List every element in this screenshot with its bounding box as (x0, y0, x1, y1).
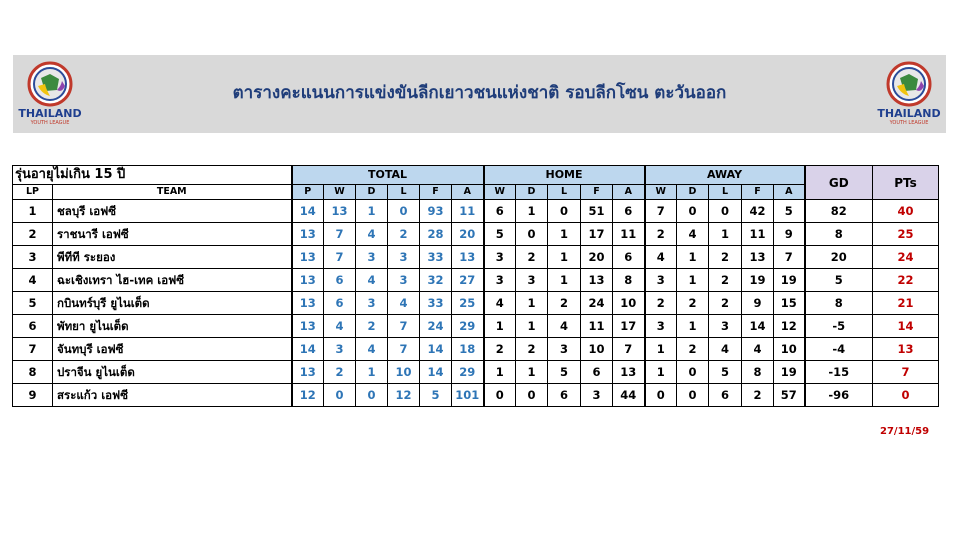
away-w-cell: 2 (645, 292, 677, 315)
football-logo-icon (17, 60, 83, 108)
total-w-cell: 6 (324, 269, 356, 292)
total-f-cell: 5 (420, 384, 452, 407)
rank-cell: 1 (13, 200, 53, 223)
table-row (13, 384, 939, 407)
away-f-cell: 9 (742, 292, 774, 315)
table-row (13, 361, 939, 384)
goal-difference-cell: 8 (805, 292, 873, 315)
away-group-header: AWAY (645, 166, 805, 185)
away-l-cell: 4 (709, 338, 742, 361)
away-l-cell: 6 (709, 384, 742, 407)
away-d-cell: 4 (677, 223, 709, 246)
home-a-cell: 13 (613, 361, 645, 384)
home-w-header: W (484, 185, 516, 200)
away-f-cell: 4 (742, 338, 774, 361)
goal-difference-cell: 20 (805, 246, 873, 269)
total-w-cell: 7 (324, 223, 356, 246)
away-d-cell: 1 (677, 269, 709, 292)
total-w-cell: 7 (324, 246, 356, 269)
total-a-cell: 25 (452, 292, 484, 315)
away-a-header: A (774, 185, 805, 200)
gd-header: GD (805, 166, 873, 200)
header-banner (13, 55, 946, 133)
goal-difference-cell: 82 (805, 200, 873, 223)
total-d-cell: 2 (356, 315, 388, 338)
home-l-cell: 5 (548, 361, 581, 384)
home-a-header: A (613, 185, 645, 200)
total-f-cell: 93 (420, 200, 452, 223)
points-cell: 21 (873, 292, 939, 315)
total-d-cell: 4 (356, 223, 388, 246)
home-f-cell: 6 (581, 361, 613, 384)
home-d-cell: 1 (516, 200, 548, 223)
away-l-cell: 5 (709, 361, 742, 384)
goal-difference-cell: 5 (805, 269, 873, 292)
away-l-cell: 2 (709, 269, 742, 292)
total-l-cell: 7 (388, 338, 420, 361)
home-f-cell: 10 (581, 338, 613, 361)
away-a-cell: 15 (774, 292, 805, 315)
total-d-cell: 4 (356, 338, 388, 361)
total-l-cell: 12 (388, 384, 420, 407)
away-d-cell: 0 (677, 361, 709, 384)
total-f-cell: 33 (420, 292, 452, 315)
total-p-cell: 13 (292, 361, 324, 384)
home-a-cell: 7 (613, 338, 645, 361)
home-w-cell: 2 (484, 338, 516, 361)
total-f-cell: 33 (420, 246, 452, 269)
rank-cell: 4 (13, 269, 53, 292)
standings-table (12, 165, 939, 407)
total-d-cell: 3 (356, 292, 388, 315)
rank-cell: 7 (13, 338, 53, 361)
team-name-cell: ฉะเชิงเทรา ไฮ-เทค เอฟซี (53, 269, 292, 292)
points-cell: 0 (873, 384, 939, 407)
total-f-cell: 28 (420, 223, 452, 246)
team-name-cell: ชลบุรี เอฟซี (53, 200, 292, 223)
home-l-cell: 2 (548, 292, 581, 315)
home-f-cell: 17 (581, 223, 613, 246)
total-a-cell: 13 (452, 246, 484, 269)
away-a-cell: 7 (774, 246, 805, 269)
column-header-row (13, 185, 939, 200)
total-w-cell: 6 (324, 292, 356, 315)
goal-difference-cell: -4 (805, 338, 873, 361)
home-d-header: D (516, 185, 548, 200)
away-a-cell: 10 (774, 338, 805, 361)
home-w-cell: 4 (484, 292, 516, 315)
total-a-cell: 11 (452, 200, 484, 223)
home-a-cell: 10 (613, 292, 645, 315)
home-w-cell: 5 (484, 223, 516, 246)
total-f-cell: 14 (420, 338, 452, 361)
total-d-cell: 0 (356, 384, 388, 407)
home-d-cell: 3 (516, 269, 548, 292)
away-a-cell: 19 (774, 361, 805, 384)
total-p-cell: 13 (292, 269, 324, 292)
page-title: ตารางคะแนนการแข่งขันลีกเยาวชนแห่งชาติ รอบลีกโซน ตะวันออก (232, 83, 727, 103)
logo-wordmark: THAILAND (877, 107, 941, 120)
table-row (13, 200, 939, 223)
points-cell: 13 (873, 338, 939, 361)
home-f-cell: 24 (581, 292, 613, 315)
team-name-cell: พัทยา ยูไนเต็ด (53, 315, 292, 338)
away-d-header: D (677, 185, 709, 200)
away-f-cell: 19 (742, 269, 774, 292)
total-a-cell: 29 (452, 315, 484, 338)
points-cell: 40 (873, 200, 939, 223)
lp-header: LP (13, 185, 53, 200)
away-l-cell: 1 (709, 223, 742, 246)
home-d-cell: 2 (516, 338, 548, 361)
home-a-cell: 6 (613, 246, 645, 269)
total-w-header: W (324, 185, 356, 200)
table-row (13, 338, 939, 361)
away-f-cell: 13 (742, 246, 774, 269)
rank-cell: 8 (13, 361, 53, 384)
logo-subtext: YOUTH LEAGUE (889, 120, 929, 126)
away-a-cell: 19 (774, 269, 805, 292)
away-w-cell: 0 (645, 384, 677, 407)
home-l-cell: 0 (548, 200, 581, 223)
home-f-cell: 20 (581, 246, 613, 269)
away-l-cell: 2 (709, 292, 742, 315)
away-w-header: W (645, 185, 677, 200)
total-d-cell: 4 (356, 269, 388, 292)
points-cell: 24 (873, 246, 939, 269)
away-w-cell: 4 (645, 246, 677, 269)
away-f-cell: 14 (742, 315, 774, 338)
away-w-cell: 1 (645, 361, 677, 384)
pts-header: PTs (873, 166, 939, 200)
total-f-cell: 24 (420, 315, 452, 338)
total-p-cell: 14 (292, 200, 324, 223)
home-w-cell: 1 (484, 361, 516, 384)
away-a-cell: 12 (774, 315, 805, 338)
total-p-header: P (292, 185, 324, 200)
total-w-cell: 0 (324, 384, 356, 407)
home-f-cell: 51 (581, 200, 613, 223)
table-row (13, 246, 939, 269)
total-p-cell: 12 (292, 384, 324, 407)
total-a-cell: 29 (452, 361, 484, 384)
home-d-cell: 0 (516, 223, 548, 246)
total-l-cell: 3 (388, 269, 420, 292)
total-p-cell: 13 (292, 246, 324, 269)
home-f-header: F (581, 185, 613, 200)
home-a-cell: 11 (613, 223, 645, 246)
home-f-cell: 11 (581, 315, 613, 338)
away-d-cell: 1 (677, 246, 709, 269)
away-d-cell: 1 (677, 315, 709, 338)
away-w-cell: 3 (645, 315, 677, 338)
home-w-cell: 0 (484, 384, 516, 407)
total-a-cell: 18 (452, 338, 484, 361)
total-group-header: TOTAL (292, 166, 484, 185)
goal-difference-cell: -15 (805, 361, 873, 384)
home-d-cell: 0 (516, 384, 548, 407)
away-w-cell: 1 (645, 338, 677, 361)
home-w-cell: 1 (484, 315, 516, 338)
team-header: TEAM (53, 185, 292, 200)
away-d-cell: 0 (677, 200, 709, 223)
home-d-cell: 1 (516, 361, 548, 384)
total-w-cell: 2 (324, 361, 356, 384)
home-d-cell: 1 (516, 315, 548, 338)
home-a-cell: 17 (613, 315, 645, 338)
points-cell: 22 (873, 269, 939, 292)
goal-difference-cell: -5 (805, 315, 873, 338)
away-f-header: F (742, 185, 774, 200)
away-l-cell: 3 (709, 315, 742, 338)
total-d-cell: 3 (356, 246, 388, 269)
update-date: 27/11/59 (880, 426, 930, 437)
total-l-cell: 3 (388, 246, 420, 269)
home-f-cell: 13 (581, 269, 613, 292)
away-l-header: L (709, 185, 742, 200)
away-w-cell: 2 (645, 223, 677, 246)
away-f-cell: 8 (742, 361, 774, 384)
rank-cell: 2 (13, 223, 53, 246)
rank-cell: 3 (13, 246, 53, 269)
total-w-cell: 13 (324, 200, 356, 223)
home-l-cell: 1 (548, 246, 581, 269)
total-p-cell: 13 (292, 223, 324, 246)
total-f-header: F (420, 185, 452, 200)
thailand-youth-league-logo (17, 60, 83, 128)
home-f-cell: 3 (581, 384, 613, 407)
thailand-youth-league-logo-right (876, 60, 942, 128)
home-a-cell: 44 (613, 384, 645, 407)
home-a-cell: 6 (613, 200, 645, 223)
points-cell: 7 (873, 361, 939, 384)
home-l-cell: 6 (548, 384, 581, 407)
rank-cell: 9 (13, 384, 53, 407)
home-d-cell: 2 (516, 246, 548, 269)
home-w-cell: 3 (484, 246, 516, 269)
away-l-cell: 2 (709, 246, 742, 269)
home-w-cell: 6 (484, 200, 516, 223)
goal-difference-cell: 8 (805, 223, 873, 246)
away-d-cell: 0 (677, 384, 709, 407)
total-a-header: A (452, 185, 484, 200)
total-w-cell: 3 (324, 338, 356, 361)
team-name-cell: จันทบุรี เอฟซี (53, 338, 292, 361)
total-a-cell: 101 (452, 384, 484, 407)
total-l-cell: 0 (388, 200, 420, 223)
total-d-header: D (356, 185, 388, 200)
away-w-cell: 3 (645, 269, 677, 292)
goal-difference-cell: -96 (805, 384, 873, 407)
logo-wordmark: THAILAND (18, 107, 82, 120)
team-name-cell: พีทีที ระยอง (53, 246, 292, 269)
away-f-cell: 42 (742, 200, 774, 223)
total-a-cell: 27 (452, 269, 484, 292)
total-l-header: L (388, 185, 420, 200)
home-a-cell: 8 (613, 269, 645, 292)
total-d-cell: 1 (356, 361, 388, 384)
rank-cell: 5 (13, 292, 53, 315)
total-d-cell: 1 (356, 200, 388, 223)
table-row (13, 315, 939, 338)
table-row (13, 292, 939, 315)
team-name-cell: กบินทร์บุรี ยูไนเต็ด (53, 292, 292, 315)
total-f-cell: 14 (420, 361, 452, 384)
away-a-cell: 57 (774, 384, 805, 407)
away-d-cell: 2 (677, 292, 709, 315)
total-p-cell: 14 (292, 338, 324, 361)
age-group-label: รุ่นอายุไม่เกิน 15 ปี (13, 166, 292, 185)
team-name-cell: ราชนารี เอฟซี (53, 223, 292, 246)
team-name-cell: สระแก้ว เอฟซี (53, 384, 292, 407)
away-a-cell: 9 (774, 223, 805, 246)
table-row (13, 269, 939, 292)
home-l-header: L (548, 185, 581, 200)
total-p-cell: 13 (292, 292, 324, 315)
away-l-cell: 0 (709, 200, 742, 223)
home-l-cell: 4 (548, 315, 581, 338)
team-name-cell: ปราจีน ยูไนเต็ด (53, 361, 292, 384)
table-row (13, 223, 939, 246)
home-l-cell: 3 (548, 338, 581, 361)
away-f-cell: 2 (742, 384, 774, 407)
away-d-cell: 2 (677, 338, 709, 361)
total-l-cell: 4 (388, 292, 420, 315)
home-l-cell: 1 (548, 269, 581, 292)
rank-cell: 6 (13, 315, 53, 338)
away-a-cell: 5 (774, 200, 805, 223)
total-a-cell: 20 (452, 223, 484, 246)
home-l-cell: 1 (548, 223, 581, 246)
logo-subtext: YOUTH LEAGUE (30, 120, 70, 126)
total-f-cell: 32 (420, 269, 452, 292)
group-header-row (13, 166, 939, 185)
points-cell: 14 (873, 315, 939, 338)
total-w-cell: 4 (324, 315, 356, 338)
total-l-cell: 7 (388, 315, 420, 338)
away-f-cell: 11 (742, 223, 774, 246)
home-w-cell: 3 (484, 269, 516, 292)
home-d-cell: 1 (516, 292, 548, 315)
points-cell: 25 (873, 223, 939, 246)
football-logo-icon (876, 60, 942, 108)
total-p-cell: 13 (292, 315, 324, 338)
total-l-cell: 2 (388, 223, 420, 246)
total-l-cell: 10 (388, 361, 420, 384)
home-group-header: HOME (484, 166, 645, 185)
away-w-cell: 7 (645, 200, 677, 223)
